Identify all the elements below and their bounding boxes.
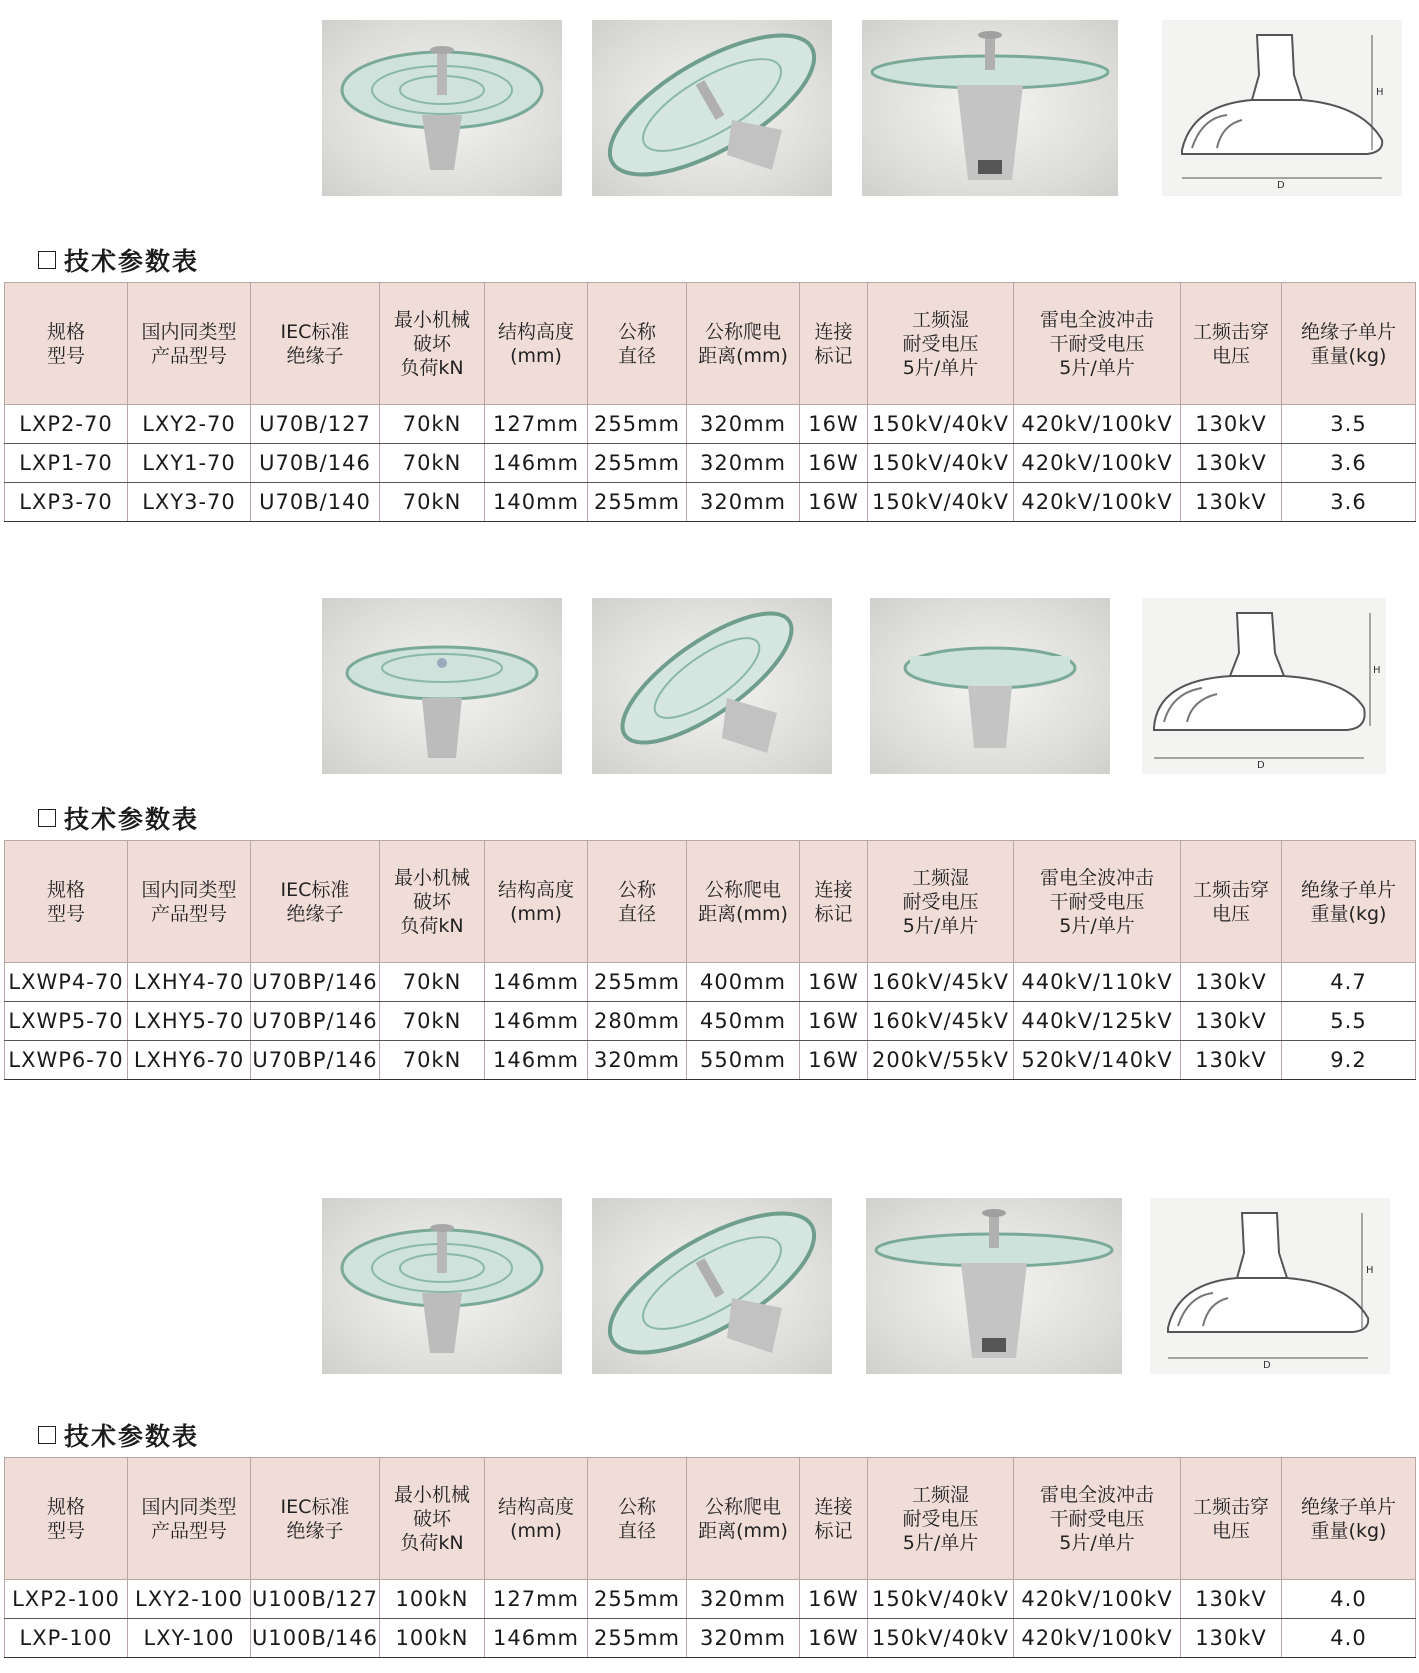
table-cell: 4.0	[1282, 1619, 1416, 1658]
diameter-label: D	[1257, 760, 1265, 771]
table-cell: 70kN	[380, 1041, 485, 1080]
table-cell: 320mm	[687, 405, 800, 444]
table-cell: U100B/146	[251, 1619, 380, 1658]
insulator-photo-side	[866, 1198, 1122, 1374]
insulator-photo-top	[322, 1198, 562, 1374]
height-label: H	[1373, 665, 1381, 676]
table-cell: LXP-100	[5, 1619, 128, 1658]
table-cell: U70BP/146	[251, 1041, 380, 1080]
table-header-row	[5, 283, 1416, 405]
table-cell: 130kV	[1181, 963, 1282, 1002]
table-cell: LXP2-70	[5, 405, 128, 444]
table-cell: 550mm	[687, 1041, 800, 1080]
table-cell: LXP2-100	[5, 1580, 128, 1619]
table-cell: 16W	[800, 483, 868, 522]
table-cell: LXP1-70	[5, 444, 128, 483]
table-cell: 16W	[800, 1619, 868, 1658]
table-cell: 130kV	[1181, 1580, 1282, 1619]
table-cell: 16W	[800, 963, 868, 1002]
insulator-photo-tilted	[592, 20, 832, 196]
insulator-photo-side	[862, 20, 1118, 196]
table-cell: 420kV/100kV	[1014, 1580, 1181, 1619]
table-cell: 440kV/125kV	[1014, 1002, 1181, 1041]
table-cell: LXWP4-70	[5, 963, 128, 1002]
section-heading-3	[38, 1417, 199, 1453]
header-cell: 最小机械 破坏 负荷kN	[380, 841, 485, 963]
table-cell: 440kV/110kV	[1014, 963, 1181, 1002]
table-cell: 130kV	[1181, 405, 1282, 444]
table-cell: 3.6	[1282, 483, 1416, 522]
table-cell: U100B/127	[251, 1580, 380, 1619]
insulator-photo-top	[322, 20, 562, 196]
insulator-dimension-drawing	[1162, 20, 1402, 196]
header-cell: 公称 直径	[588, 1458, 687, 1580]
header-cell: IEC标准 绝缘子	[251, 283, 380, 405]
table-cell: 16W	[800, 1580, 868, 1619]
table-cell: 255mm	[588, 483, 687, 522]
checkbox-square-icon	[38, 251, 56, 269]
table-cell: 16W	[800, 444, 868, 483]
table-cell: 160kV/45kV	[868, 1002, 1014, 1041]
table-cell: 16W	[800, 1041, 868, 1080]
spec-table-1	[4, 282, 1416, 522]
header-cell: 公称 直径	[588, 841, 687, 963]
spec-table-2	[4, 840, 1416, 1080]
table-cell: 146mm	[485, 1041, 588, 1080]
section-heading-1	[38, 242, 199, 278]
table-cell: 16W	[800, 405, 868, 444]
table-cell: 450mm	[687, 1002, 800, 1041]
table-row	[5, 483, 1416, 522]
section-title: 技术参数表	[64, 1422, 200, 1451]
table-cell: 420kV/100kV	[1014, 1619, 1181, 1658]
table-cell: 130kV	[1181, 483, 1282, 522]
insulator-photo-top	[322, 598, 562, 774]
insulator-photo-side	[870, 598, 1110, 774]
table-cell: 9.2	[1282, 1041, 1416, 1080]
table-cell: 320mm	[687, 1619, 800, 1658]
table-cell: 200kV/55kV	[868, 1041, 1014, 1080]
table-cell: LXHY4-70	[128, 963, 251, 1002]
header-cell: 国内同类型 产品型号	[128, 841, 251, 963]
table-cell: U70B/146	[251, 444, 380, 483]
table-cell: 255mm	[588, 1619, 687, 1658]
table-cell: 70kN	[380, 405, 485, 444]
header-cell: 国内同类型 产品型号	[128, 283, 251, 405]
table-cell: 320mm	[588, 1041, 687, 1080]
table-cell: 70kN	[380, 963, 485, 1002]
table-row	[5, 1041, 1416, 1080]
table-row	[5, 405, 1416, 444]
table-cell: 130kV	[1181, 1041, 1282, 1080]
table-cell: LXHY6-70	[128, 1041, 251, 1080]
table-row	[5, 963, 1416, 1002]
table-cell: 320mm	[687, 1580, 800, 1619]
diameter-label: D	[1263, 1360, 1271, 1371]
table-cell: LXWP6-70	[5, 1041, 128, 1080]
header-cell: 连接 标记	[800, 283, 868, 405]
table-row	[5, 444, 1416, 483]
table-cell: 146mm	[485, 963, 588, 1002]
table-cell: LXHY5-70	[128, 1002, 251, 1041]
table-cell: 255mm	[588, 405, 687, 444]
header-cell: 规格 型号	[5, 1458, 128, 1580]
header-cell: 绝缘子单片 重量(kg)	[1282, 841, 1416, 963]
table-header-row	[5, 1458, 1416, 1580]
header-cell: 绝缘子单片 重量(kg)	[1282, 283, 1416, 405]
header-cell: 国内同类型 产品型号	[128, 1458, 251, 1580]
insulator-photo-tilted	[592, 1198, 832, 1374]
table-cell: LXY2-70	[128, 405, 251, 444]
table-cell: 255mm	[588, 444, 687, 483]
table-row	[5, 1002, 1416, 1041]
section-heading-2	[38, 800, 199, 836]
table-cell: 150kV/40kV	[868, 405, 1014, 444]
height-label: H	[1376, 87, 1384, 98]
header-cell: 工频湿 耐受电压 5片/单片	[868, 283, 1014, 405]
table-cell: 255mm	[588, 1580, 687, 1619]
table-cell: 3.6	[1282, 444, 1416, 483]
checkbox-square-icon	[38, 809, 56, 827]
table-cell: 420kV/100kV	[1014, 483, 1181, 522]
diameter-label: D	[1277, 180, 1285, 191]
table-cell: 70kN	[380, 1002, 485, 1041]
header-cell: 工频击穿 电压	[1181, 841, 1282, 963]
table-row	[5, 1580, 1416, 1619]
header-cell: 雷电全波冲击 干耐受电压 5片/单片	[1014, 1458, 1181, 1580]
header-cell: 雷电全波冲击 干耐受电压 5片/单片	[1014, 841, 1181, 963]
table-cell: LXY2-100	[128, 1580, 251, 1619]
table-cell: 16W	[800, 1002, 868, 1041]
header-cell: IEC标准 绝缘子	[251, 841, 380, 963]
table-cell: U70B/127	[251, 405, 380, 444]
header-cell: 公称 直径	[588, 283, 687, 405]
header-cell: 工频击穿 电压	[1181, 1458, 1282, 1580]
header-cell: 结构高度 (mm)	[485, 1458, 588, 1580]
table-cell: 150kV/40kV	[868, 444, 1014, 483]
table-cell: LXY1-70	[128, 444, 251, 483]
table-cell: 160kV/45kV	[868, 963, 1014, 1002]
table-cell: 127mm	[485, 1580, 588, 1619]
table-cell: 3.5	[1282, 405, 1416, 444]
insulator-photo-tilted	[592, 598, 832, 774]
table-cell: 320mm	[687, 483, 800, 522]
header-cell: 绝缘子单片 重量(kg)	[1282, 1458, 1416, 1580]
table-cell: 150kV/40kV	[868, 1619, 1014, 1658]
header-cell: 工频湿 耐受电压 5片/单片	[868, 1458, 1014, 1580]
table-cell: 520kV/140kV	[1014, 1041, 1181, 1080]
header-cell: 公称爬电 距离(mm)	[687, 841, 800, 963]
checkbox-square-icon	[38, 1426, 56, 1444]
table-cell: U70BP/146	[251, 1002, 380, 1041]
table-cell: 140mm	[485, 483, 588, 522]
table-cell: 400mm	[687, 963, 800, 1002]
table-cell: 100kN	[380, 1619, 485, 1658]
header-cell: 雷电全波冲击 干耐受电压 5片/单片	[1014, 283, 1181, 405]
table-cell: LXP3-70	[5, 483, 128, 522]
table-cell: 255mm	[588, 963, 687, 1002]
table-cell: 130kV	[1181, 1002, 1282, 1041]
insulator-dimension-drawing	[1150, 1198, 1390, 1374]
header-cell: IEC标准 绝缘子	[251, 1458, 380, 1580]
header-cell: 规格 型号	[5, 283, 128, 405]
spec-table-3	[4, 1457, 1416, 1658]
table-cell: 420kV/100kV	[1014, 444, 1181, 483]
header-cell: 工频湿 耐受电压 5片/单片	[868, 841, 1014, 963]
table-cell: 127mm	[485, 405, 588, 444]
table-cell: 5.5	[1282, 1002, 1416, 1041]
table-cell: 150kV/40kV	[868, 483, 1014, 522]
table-cell: 280mm	[588, 1002, 687, 1041]
table-cell: 4.0	[1282, 1580, 1416, 1619]
header-cell: 最小机械 破坏 负荷kN	[380, 1458, 485, 1580]
table-cell: 146mm	[485, 1619, 588, 1658]
table-cell: 320mm	[687, 444, 800, 483]
table-cell: 70kN	[380, 483, 485, 522]
insulator-dimension-drawing	[1142, 598, 1386, 774]
table-cell: 146mm	[485, 1002, 588, 1041]
table-cell: 100kN	[380, 1580, 485, 1619]
table-cell: 70kN	[380, 444, 485, 483]
header-cell: 最小机械 破坏 负荷kN	[380, 283, 485, 405]
table-cell: LXY3-70	[128, 483, 251, 522]
table-cell: U70B/140	[251, 483, 380, 522]
table-cell: 420kV/100kV	[1014, 405, 1181, 444]
header-cell: 连接 标记	[800, 1458, 868, 1580]
section-title: 技术参数表	[64, 247, 200, 276]
table-header-row	[5, 841, 1416, 963]
header-cell: 公称爬电 距离(mm)	[687, 1458, 800, 1580]
table-cell: 146mm	[485, 444, 588, 483]
header-cell: 公称爬电 距离(mm)	[687, 283, 800, 405]
header-cell: 规格 型号	[5, 841, 128, 963]
table-cell: 150kV/40kV	[868, 1580, 1014, 1619]
header-cell: 工频击穿 电压	[1181, 283, 1282, 405]
table-cell: 130kV	[1181, 1619, 1282, 1658]
table-cell: LXWP5-70	[5, 1002, 128, 1041]
header-cell: 结构高度 (mm)	[485, 841, 588, 963]
table-cell: 4.7	[1282, 963, 1416, 1002]
section-title: 技术参数表	[64, 805, 200, 834]
table-row	[5, 1619, 1416, 1658]
header-cell: 连接 标记	[800, 841, 868, 963]
height-label: H	[1366, 1265, 1374, 1276]
table-cell: LXY-100	[128, 1619, 251, 1658]
table-cell: U70BP/146	[251, 963, 380, 1002]
header-cell: 结构高度 (mm)	[485, 283, 588, 405]
table-cell: 130kV	[1181, 444, 1282, 483]
